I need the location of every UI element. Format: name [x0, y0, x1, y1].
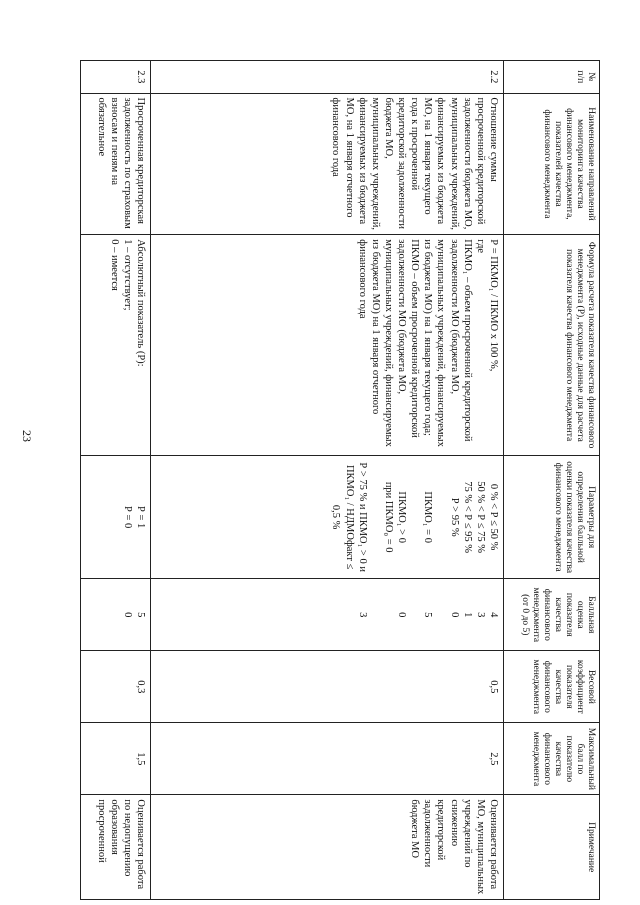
row-formula: Абсолютный показатель (Р): 1 – отсутствует; 0 – имеется: [81, 235, 151, 456]
row-score: 5 0: [81, 579, 151, 651]
table-row: [151, 61, 504, 900]
row-direction: Просроченная кредиторская задолженность по страховым взносам и пеням на обязательное: [81, 93, 151, 235]
header-note: Примечание: [504, 795, 600, 900]
row-weight: 0,5: [151, 651, 504, 723]
row-max: 2,5: [151, 723, 504, 795]
header-formula: Формула расчета показателя качества финансового менеджмента (Р), исходные данные для расчета показателя качества финансового менеджмента: [504, 235, 600, 456]
header-row: [504, 61, 600, 900]
row-params: 0 % < Р ≤ 50 % 50 % < Р ≤ 75 % 75 % < Р ≤ 95 % Р > 95 % ПКМО₁ = 0 ПКМО₁ > 0 при ПКМО₀ = 0 Р > 75 % и ПКМО₁ > 0 и ПКМО₁ / НДМОфакт ≤ 0,5 %: [151, 456, 504, 579]
row-params: Р = 1 Р = 0: [81, 456, 151, 579]
row-formula: Р = ПКМО₁ / ПКМО х 100 %, где ПКМО₁ – объем просроченной кредиторской задолженности МО (бюджета МО, муниципальных учреждений, финансируемых из бюджета МО) на 1 января текущего года; ПКМО – объем просроченной кредиторской задолженности МО (бюджета МО, муниципальных учреждений, финансируемых из бюджета МО) на 1 января отчетного финансового года: [151, 235, 504, 456]
header-direction: Наименование направлений мониторинга качества финансового менеджмента, показателей качества финансового менеджмента: [504, 93, 600, 235]
header-weight: Весовой коэффициент показателя качества финансового менеджмента: [504, 651, 600, 723]
rotated-table-container: [80, 60, 600, 900]
row-note: Оценивается работа МО, муниципальных учреждений по снижению кредиторской задолженности бюджета МО: [151, 795, 504, 900]
row-weight: 0,3: [81, 651, 151, 723]
indicators-table: [80, 60, 600, 900]
header-score: Балльная оценка показателя качества финансового менеджмента (от 0 до 5): [504, 579, 600, 651]
row-num: 2.3: [81, 61, 151, 94]
header-max: Максимальный балл по показателю качества финансового менеджмента: [504, 723, 600, 795]
row-max: 1,5: [81, 723, 151, 795]
row-score: 4 3 1 0 5 0 3: [151, 579, 504, 651]
page-number: 23: [20, 430, 34, 442]
row-direction: Отношение суммы просроченной кредиторской задолженности бюджета МО, муниципальных учреждений, финансируемых из бюджета МО, на 1 января текущего года к просроченной кредиторской задолженности бюджета МО, муниципальных учреждений, финансируемых из бюджета МО, на 1 января отчетного финансового года: [151, 93, 504, 235]
table-row: [81, 61, 151, 900]
row-note: Оценивается работа по недопущению образования просроченной: [81, 795, 151, 900]
header-num: № п/п: [504, 61, 600, 94]
header-params: Параметры для определения балльной оценки показателя качества финансового менеджмента: [504, 456, 600, 579]
row-num: 2.2: [151, 61, 504, 94]
